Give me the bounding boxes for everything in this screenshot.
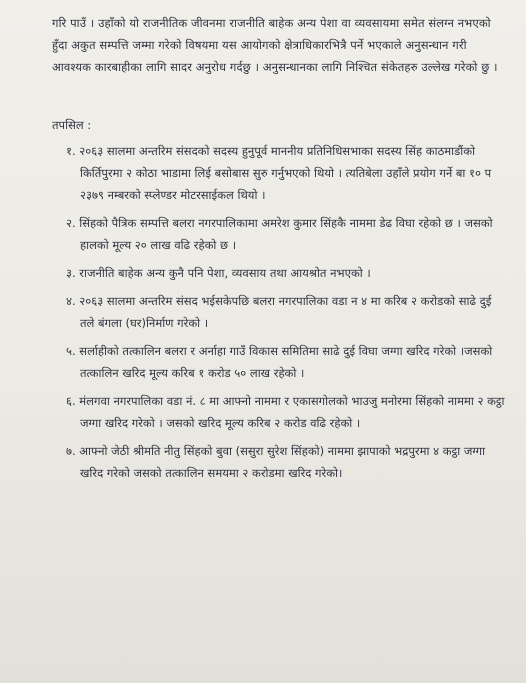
item-text: मंलगवा नगरपालिका वडा नं. ८ मा आफ्नो नाममा र एकासगोलको भाउजु मनोरमा सिंहको नाममा २ कट्ठा जग्गा खरिद गरेको । जसको खरिद मूल्य करिब २ करोड वढि रहेको । xyxy=(79,394,505,430)
details-list xyxy=(66,140,506,490)
details-heading: तपसिल : xyxy=(52,118,92,132)
item-text: २०६३ सालमा अन्तरिम संसदको सदस्य हुनुपूर्व माननीय प्रतिनिधिसभाका सदस्य सिंह काठमाडौंको किर्तिपुरमा २ कोठा भाडामा लिई बसोबास सुरु गर्नुभएको थियो । त्यतिबेला उहाँले प्रयोग गर्ने बा १० प २३७९ नम्बरको स्प्लेण्डर मोटरसाईकल थियो । xyxy=(79,144,492,202)
item-number: ३. xyxy=(66,266,76,280)
item-number: ७. xyxy=(66,444,76,458)
item-number: ५. xyxy=(66,344,76,358)
item-text: आफ्नो जेठी श्रीमति नीतु सिंहको बुवा (ससुरा सुरेश सिंहको) नाममा झापाको भद्रपुरमा ४ कट्ठा जग्गा खरिद गरेको जसको तत्कालिन समयमा २ करोडमा खरिद गरेको। xyxy=(79,444,486,480)
list-item xyxy=(66,390,506,434)
list-item xyxy=(66,290,506,334)
list-item xyxy=(66,440,506,484)
item-text: २०६३ सालमा अन्तरिम संसद भईसकेपछि बलरा नगरपालिका वडा न ४ मा करिब २ करोडको साढे दुई तले बंगला (घर)निर्माण गरेको । xyxy=(79,294,492,330)
item-number: २. xyxy=(66,216,76,230)
item-number: १. xyxy=(66,144,76,158)
intro-paragraph: गरि पाउँ । उहाँको यो राजनीतिक जीवनमा राजनीति बाहेक अन्य पेशा वा व्यवसायमा समेत संलग्न नभएको हुँदा अकुत सम्पत्ति जम्मा गरेको विषयमा यस आयोगको क्षेत्राधिकारभित्रै पर्ने भएकाले अनुसन्धान गरी आवश्यक कारबाहीका लागि सादर अनुरोध गर्दछु । अनुसन्धानका लागि निश्चित संकेतहरु उल्लेख गरेको छु । xyxy=(52,16,498,74)
item-text: राजनीति बाहेक अन्य कुनै पनि पेशा, व्यवसाय तथा आयश्रोत नभएको । xyxy=(79,266,371,280)
list-item xyxy=(66,140,506,206)
item-text: सर्लाहीको तत्कालिन बलरा र अर्नाहा गाउँ विकास समितिमा साढे दुई विघा जग्गा खरिद गरेको ।जसको तत्कालिन खरिद मूल्य करिब १ करोड ५० लाख रहेको । xyxy=(79,344,493,380)
item-number: ४. xyxy=(66,294,76,308)
item-number: ६. xyxy=(66,394,76,408)
item-text: सिंहको पैत्रिक सम्पत्ति बलरा नगरपालिकामा अमरेश कुमार सिंहकै नाममा डेढ विघा रहेको छ । जसको हालको मूल्य २० लाख वढि रहेको छ । xyxy=(79,216,493,252)
list-item xyxy=(66,262,506,284)
list-item xyxy=(66,340,506,384)
list-item xyxy=(66,212,506,256)
